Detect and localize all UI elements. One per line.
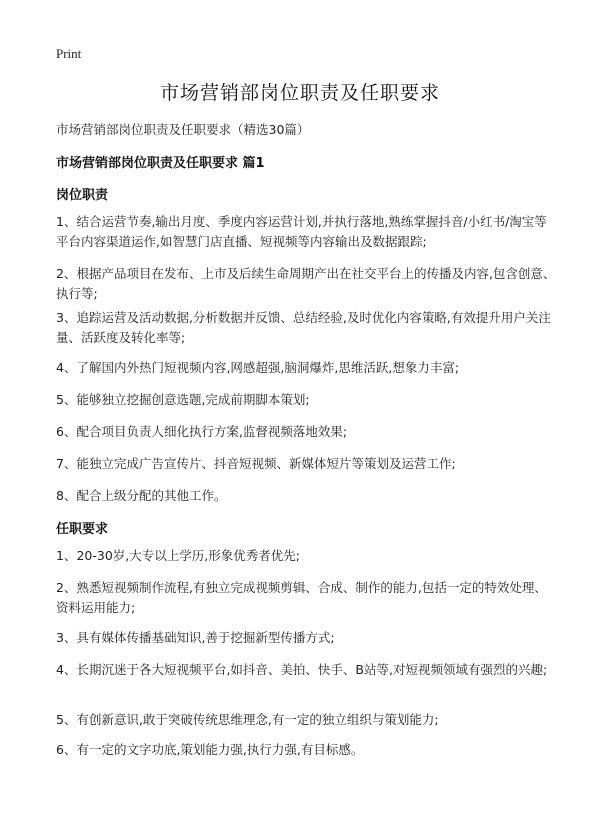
print-label: Print xyxy=(56,46,82,61)
duty-item-8: 8、配合上级分配的其他工作。 xyxy=(56,488,227,503)
requirement-item-5: 5、有创新意识,敢于突破传统思维理念,有一定的独立组织与策划能力; xyxy=(56,712,439,727)
duty-item-1: 1、结合运营节奏,输出月度、季度内容运营计划,并执行落地,熟练掌握抖音/小红书/淘宝等平台内容渠道运作,如智慧门店直播、短视频等内容输出及数据跟踪; xyxy=(56,214,547,249)
document-subtitle: 市场营销部岗位职责及任职要求（精选30篇） xyxy=(56,122,310,137)
page-title: 市场营销部岗位职责及任职要求 xyxy=(159,82,440,104)
duty-item-3: 3、追踪运营及活动数据,分析数据并反馈、总结经验,及时优化内容策略,有效提升用户关注量、活跃度及转化率等; xyxy=(56,310,551,345)
requirements-heading: 任职要求 xyxy=(56,522,109,537)
requirement-item-4: 4、长期沉迷于各大短视频平台,如抖音、美拍、快手、B站等,对短视频领域有强烈的兴趣; xyxy=(56,662,548,677)
duty-item-4: 4、了解国内外热门短视频内容,网感超强,脑洞爆炸,思维活跃,想象力丰富; xyxy=(56,360,460,375)
duty-item-2: 2、根据产品项目在发布、上市及后续生命周期产出在社交平台上的传播及内容,包含创意、执行等; xyxy=(56,266,556,301)
duty-item-6: 6、配合项目负责人细化执行方案,监督视频落地效果; xyxy=(56,424,348,439)
requirement-item-1: 1、20-30岁,大专以上学历,形象优秀者优先; xyxy=(56,548,300,563)
requirement-item-3: 3、具有媒体传播基础知识,善于挖掘新型传播方式; xyxy=(56,630,335,645)
duties-heading: 岗位职责 xyxy=(56,188,109,203)
article-heading: 市场营销部岗位职责及任职要求 篇1 xyxy=(56,156,265,171)
duty-item-5: 5、能够独立挖掘创意选题,完成前期脚本策划; xyxy=(56,392,310,407)
requirement-item-2: 2、熟悉短视频制作流程,有独立完成视频剪辑、合成、制作的能力,包括一定的特效处理、资料运用能力; xyxy=(56,580,547,615)
duty-item-7: 7、能独立完成广告宣传片、抖音短视频、新媒体短片等策划及运营工作; xyxy=(56,456,456,471)
requirement-item-6: 6、有一定的文字功底,策划能力强,执行力强,有目标感。 xyxy=(56,742,364,757)
